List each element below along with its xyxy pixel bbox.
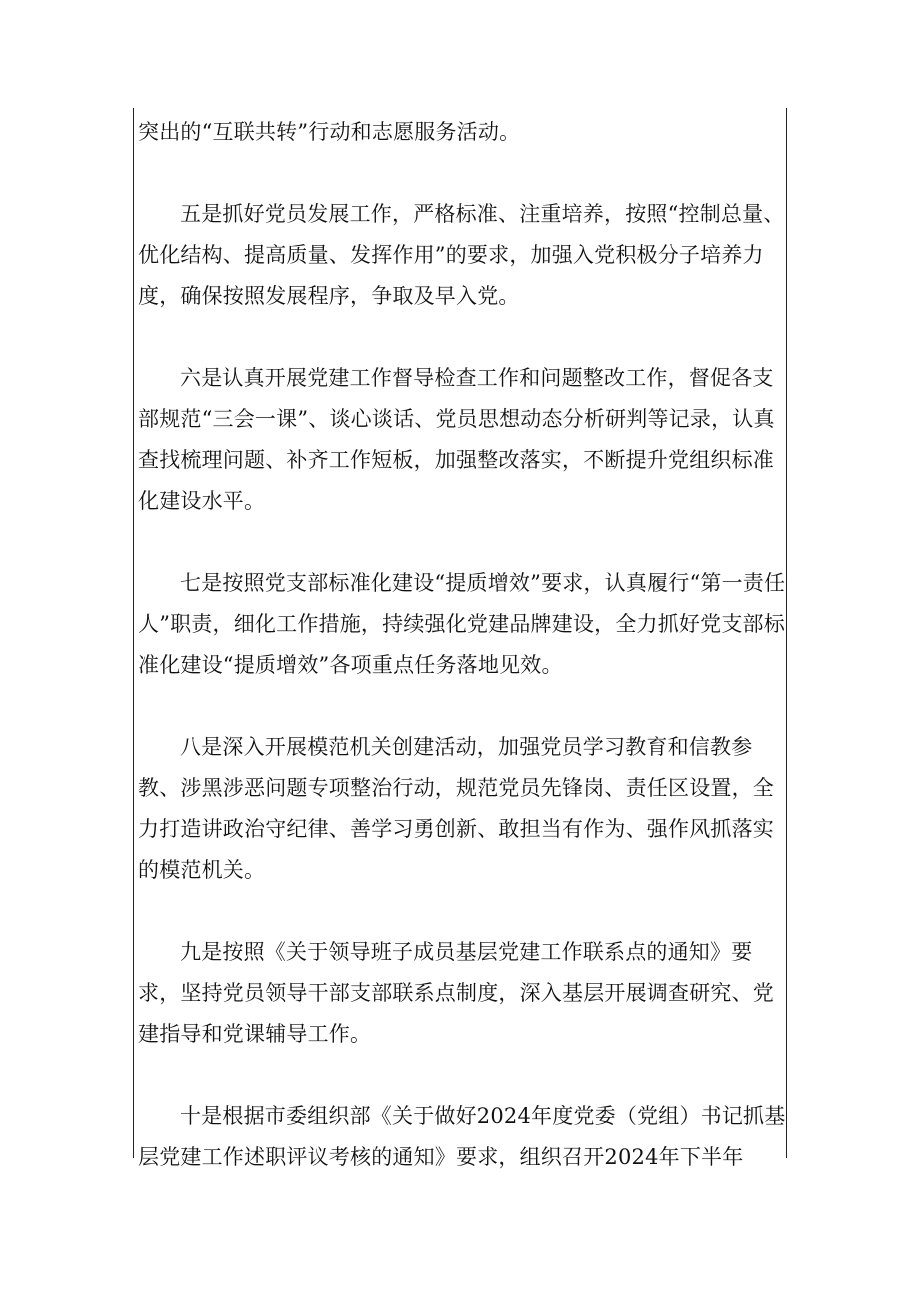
paragraph-gap — [138, 1055, 790, 1096]
paragraph-item-ten: 十是根据市委组织部《关于做好2024年度党委（党组）书记抓基层党建工作述职评议考核的通知》要求，组织召开2024年下半年 — [138, 1104, 786, 1169]
paragraph-gap — [138, 686, 790, 727]
document-body — [138, 112, 790, 1178]
paragraph-continuation: 突出的“互联共转”行动和志愿服务活动。 — [138, 120, 521, 144]
paragraph-gap — [138, 317, 790, 358]
paragraph-item-eight: 八是深入开展模范机关创建活动，加强党员学习教育和信教参教、涉黑涉恶问题专项整治行动，规范党员先锋岗、责任区设置，全力打造讲政治守纪律、善学习勇创新、敢担当有作为、强作风抓落实的模范机关。 — [138, 735, 774, 882]
paragraph-gap — [138, 153, 790, 194]
paragraph-item-six: 六是认真开展党建工作督导检查工作和问题整改工作，督促各支部规范“三会一课”、谈心谈话、党员思想动态分析研判等记录，认真查找梳理问题、补齐工作短板，加强整改落实，不断提升党组织标准化建设水平。 — [138, 366, 775, 513]
paragraph-item-nine: 九是按照《关于领导班子成员基层党建工作联系点的通知》要求，坚持党员领导干部支部联系点制度，深入基层开展调查研究、党建指导和党课辅导工作。 — [138, 940, 774, 1046]
paragraph-item-five: 五是抓好党员发展工作，严格标准、注重培养，按照“控制总量、优化结构、提高质量、发挥作用”的要求，加强入党积极分子培养力度，确保按照发展程序，争取及早入党。 — [138, 202, 785, 308]
paragraph-gap — [138, 891, 790, 932]
left-border-line — [133, 108, 134, 1158]
paragraph-item-seven: 七是按照党支部标准化建设“提质增效”要求，认真履行“第一责任人”职责，细化工作措施，持续强化党建品牌建设，全力抓好党支部标准化建设“提质增效”各项重点任务落地见效。 — [138, 571, 786, 677]
paragraph-gap — [138, 522, 790, 563]
